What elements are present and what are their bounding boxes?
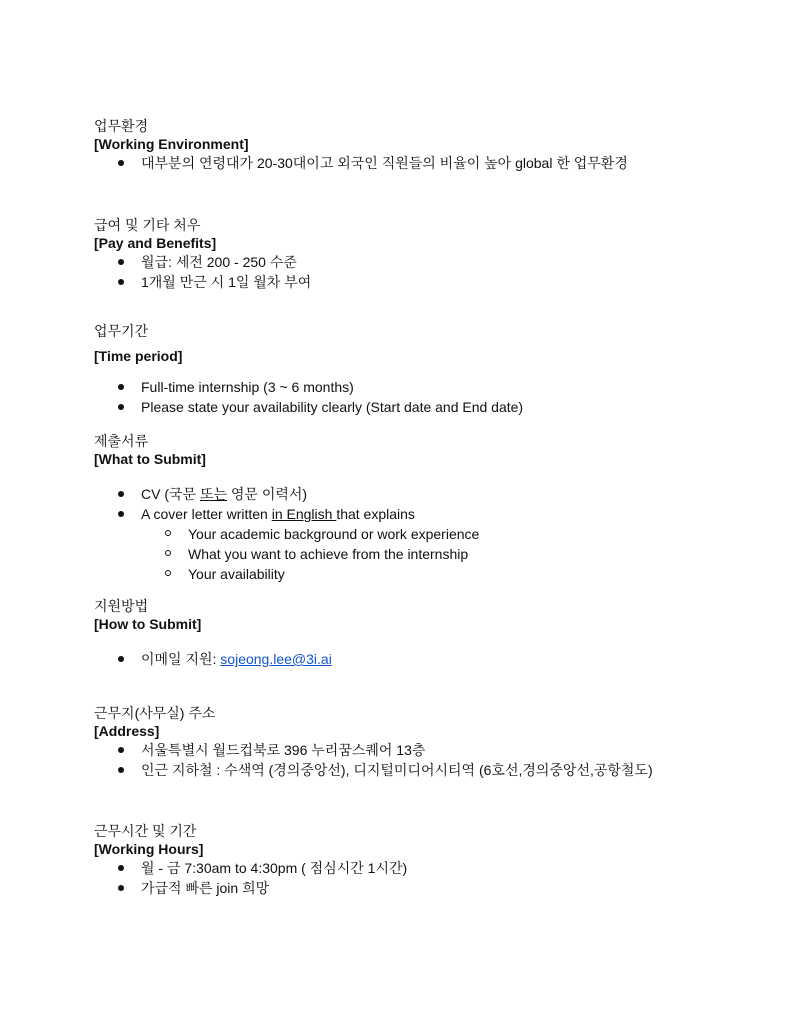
section-heading-en: [How to Submit] (94, 616, 202, 632)
bullet-list (94, 377, 774, 417)
section-heading-en: [Pay and Benefits] (94, 235, 217, 251)
section-heading-kr: 업무환경 (94, 118, 149, 134)
list-item: 인근 지하철 : 수색역 (경의중앙선), 디지털미디어시티역 (6호선,경의중앙선,공항철도) (94, 760, 774, 780)
list-item: 월급: 세전 200 - 250 수준 (94, 252, 774, 272)
sub-list-item: Your academic background or work experience (94, 524, 774, 544)
list-item: Full-time internship (3 ~ 6 months) (94, 377, 774, 397)
bullet-list (94, 252, 774, 292)
bullet-list (94, 858, 774, 898)
sub-list-item: Your availability (94, 564, 774, 584)
list-item: Please state your availability clearly (Start date and End date) (94, 397, 774, 417)
section-address (94, 704, 774, 780)
section-heading-kr: 업무기간 (94, 323, 149, 339)
list-item: 월 - 금 7:30am to 4:30pm ( 점심시간 1시간) (94, 858, 774, 878)
section-pay-and-benefits (94, 216, 774, 292)
cover-text-after: that explains (336, 506, 415, 522)
section-heading-en: [Working Hours] (94, 841, 204, 857)
cv-text-underlined: 또는 (199, 486, 228, 502)
cover-text-before: A cover letter written (141, 506, 272, 522)
bullet-list (94, 484, 774, 524)
section-heading-kr: 근무지(사무실) 주소 (94, 705, 216, 721)
section-working-hours (94, 822, 774, 898)
sub-list-item: What you want to achieve from the internship (94, 544, 774, 564)
bullet-list (94, 649, 774, 669)
cv-text-after: 영문 이력서) (227, 486, 308, 502)
section-heading-kr: 제출서류 (94, 433, 149, 449)
section-heading-en: [Time period] (94, 348, 183, 364)
section-heading-en: [Working Environment] (94, 136, 249, 152)
section-working-environment (94, 117, 774, 173)
list-item: 가급적 빠른 join 희망 (94, 878, 774, 898)
list-item-cover-letter (94, 504, 774, 524)
section-what-to-submit (94, 432, 774, 584)
section-heading-en: [What to Submit] (94, 451, 206, 467)
list-item-email (94, 649, 774, 669)
list-item: 서울특별시 월드컵북로 396 누리꿈스퀘어 13층 (94, 740, 774, 760)
section-heading-en: [Address] (94, 723, 160, 739)
bullet-list (94, 153, 774, 173)
section-how-to-submit (94, 597, 774, 669)
cv-text-before: CV (국문 (141, 486, 200, 502)
section-heading-kr: 지원방법 (94, 598, 149, 614)
sub-bullet-list (94, 524, 774, 584)
bullet-list (94, 740, 774, 780)
section-heading-kr: 근무시간 및 기간 (94, 823, 197, 839)
section-time-period (94, 322, 774, 417)
section-heading-kr: 급여 및 기타 처우 (94, 217, 201, 233)
list-item: 1개월 만근 시 1일 월차 부여 (94, 272, 774, 292)
list-item: 대부분의 연령대가 20-30대이고 외국인 직원들의 비율이 높아 global 한 업무환경 (94, 153, 774, 173)
email-label: 이메일 지원: (141, 651, 221, 667)
list-item-cv (94, 484, 774, 504)
cover-text-underlined: in English (271, 506, 337, 522)
email-link[interactable]: sojeong.lee@3i.ai (220, 651, 332, 667)
